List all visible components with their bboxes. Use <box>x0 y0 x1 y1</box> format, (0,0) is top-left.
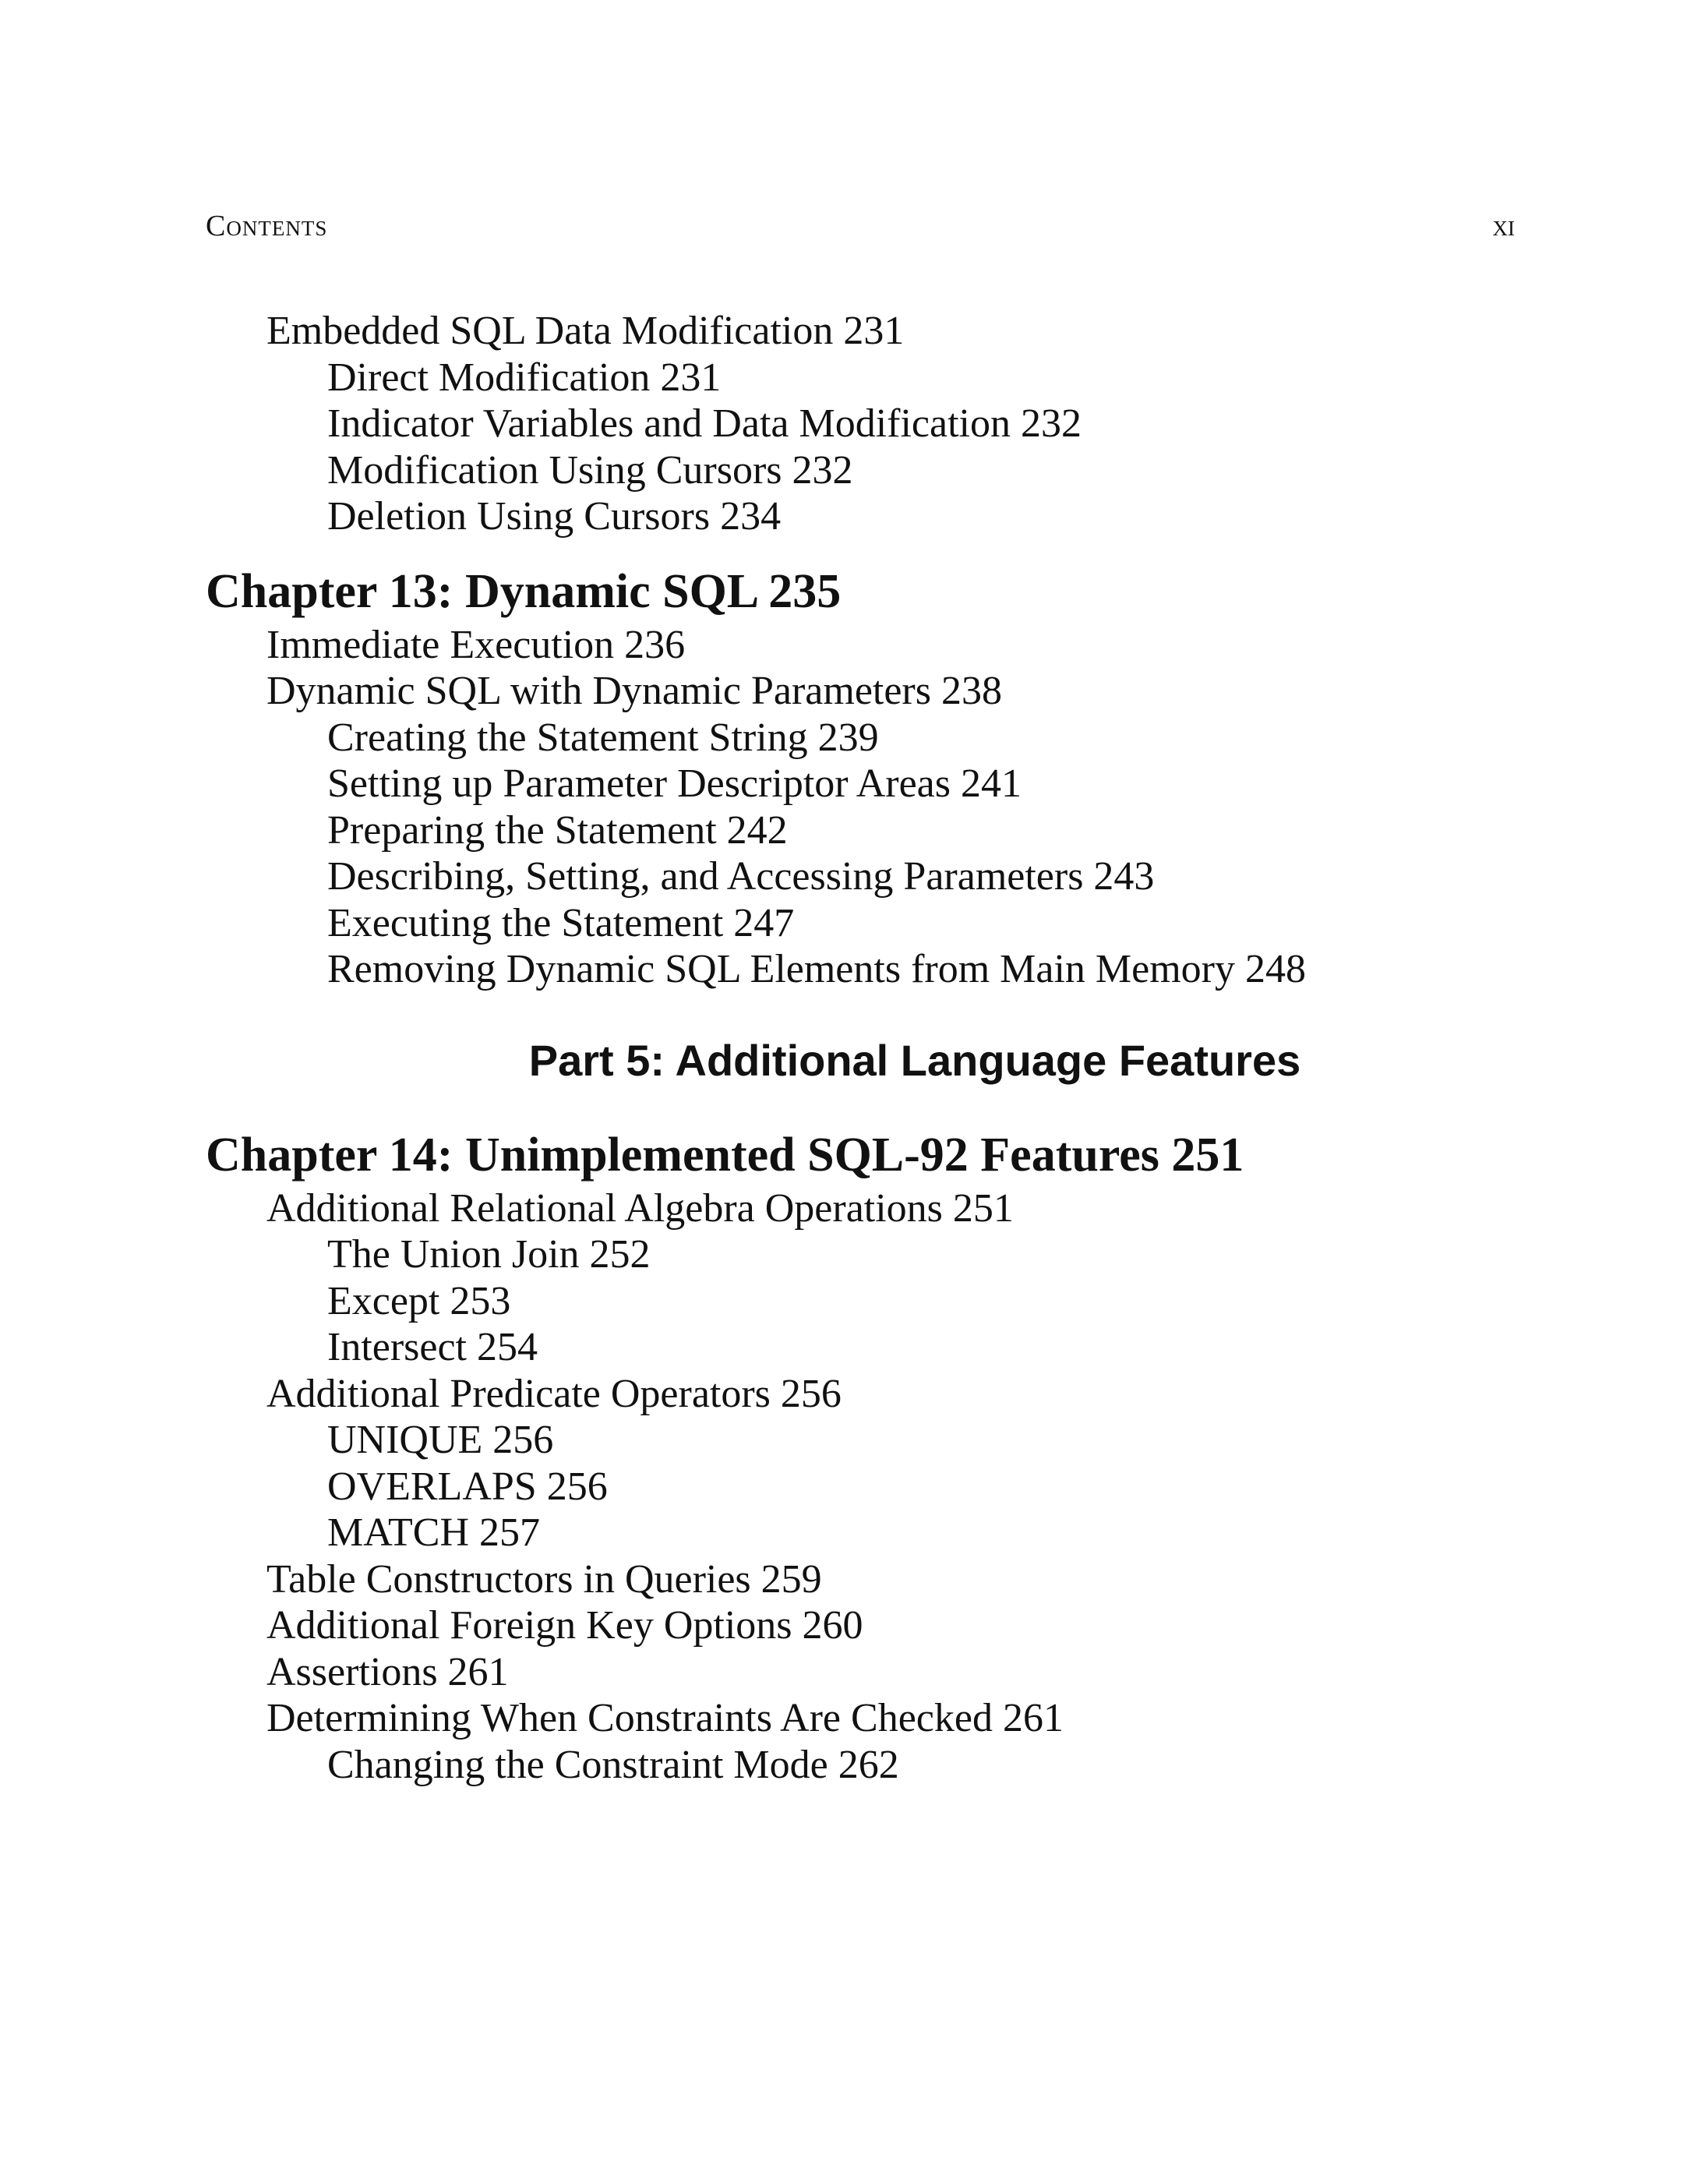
toc-entry: Removing Dynamic SQL Elements from Main Memory 248 <box>327 947 1306 991</box>
toc-entry: Preparing the Statement 242 <box>327 807 788 853</box>
page-number: xi <box>1492 210 1515 242</box>
toc-entry: Embedded SQL Data Modification 231 <box>266 309 905 353</box>
toc-entry: Immediate Execution 236 <box>266 622 686 667</box>
chapter-heading: Chapter 14: Unimplemented SQL-92 Features 251 <box>206 1128 1244 1182</box>
toc-entry: Additional Relational Algebra Operations 251 <box>266 1185 1014 1231</box>
toc-chapter-14 <box>206 1125 1530 1789</box>
toc-entry: Executing the Statement 247 <box>327 900 795 945</box>
toc-chapter-13 <box>206 561 1530 993</box>
toc-entry: Additional Foreign Key Options 260 <box>266 1603 863 1648</box>
part-heading: Part 5: Additional Language Features <box>528 1035 1301 1085</box>
toc-entry: Table Constructors in Queries 259 <box>266 1556 822 1602</box>
toc-entry: Determining When Constraints Are Checked 261 <box>266 1696 1064 1740</box>
toc-entry: UNIQUE 256 <box>327 1418 554 1462</box>
toc-entry: Indicator Variables and Data Modification 232 <box>327 401 1082 446</box>
toc-entry: Dynamic SQL with Dynamic Parameters 238 <box>266 669 1002 713</box>
toc-entry: Setting up Parameter Descriptor Areas 241 <box>327 761 1022 806</box>
running-head-title: Contents <box>206 210 328 242</box>
toc-entry: Except 253 <box>327 1278 511 1323</box>
toc-entry: Additional Predicate Operators 256 <box>266 1371 842 1416</box>
toc-entry: Describing, Setting, and Accessing Parameters 243 <box>327 854 1155 899</box>
toc-entry: Assertions 261 <box>266 1649 509 1694</box>
chapter-heading: Chapter 13: Dynamic SQL 235 <box>206 564 842 618</box>
toc-entry: MATCH 257 <box>327 1510 541 1555</box>
toc-entry: Changing the Constraint Mode 262 <box>327 1742 899 1787</box>
toc-entry: Intersect 254 <box>327 1325 538 1369</box>
toc-entry: Creating the Statement String 239 <box>327 715 879 760</box>
table-of-contents <box>206 308 1530 1788</box>
toc-entry: OVERLAPS 256 <box>327 1464 608 1509</box>
toc-entry: The Union Join 252 <box>327 1232 651 1277</box>
toc-entry: Direct Modification 231 <box>327 355 722 400</box>
toc-section-embedded-sql <box>206 308 1530 540</box>
toc-entry: Deletion Using Cursors 234 <box>327 494 782 539</box>
toc-entry: Modification Using Cursors 232 <box>327 447 853 493</box>
running-head <box>206 209 1515 248</box>
